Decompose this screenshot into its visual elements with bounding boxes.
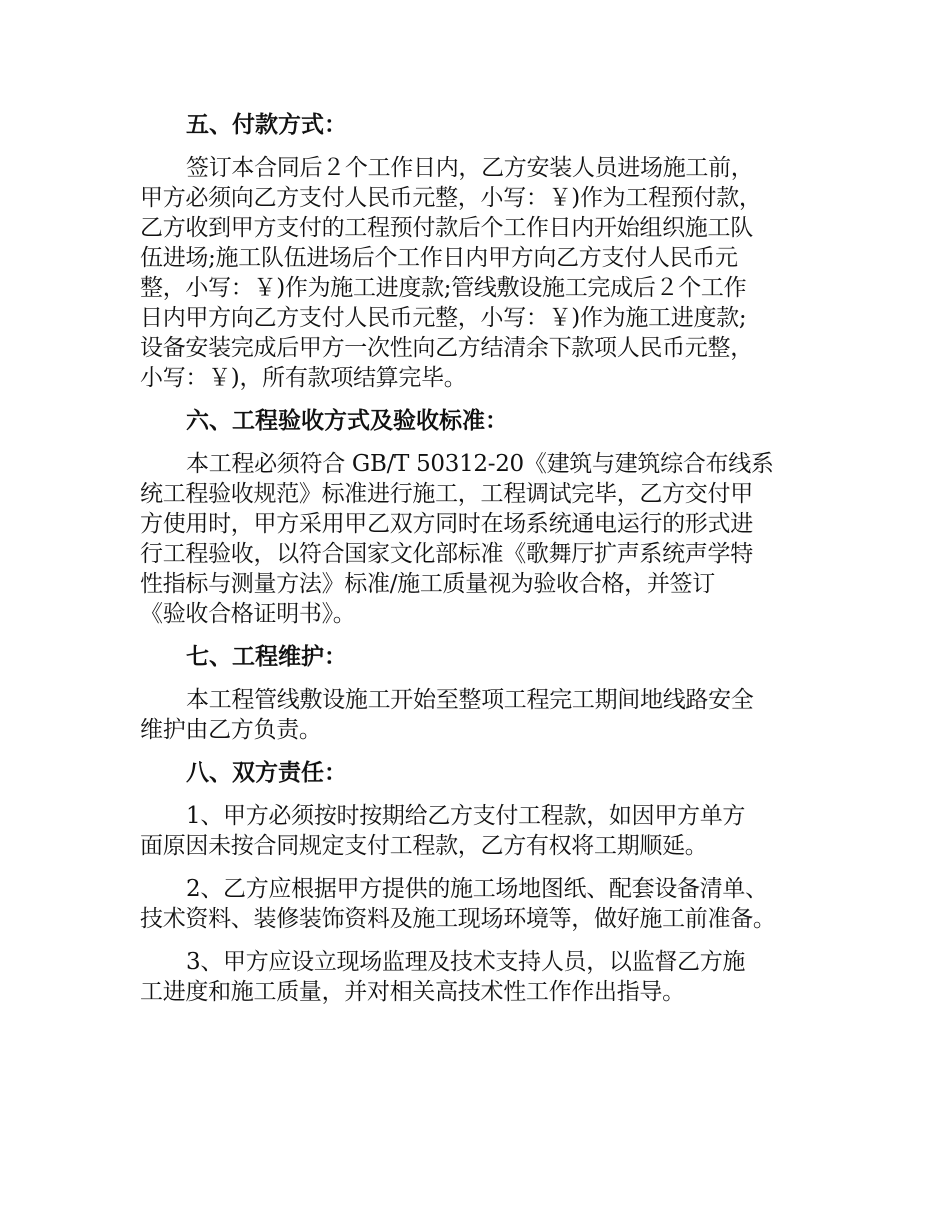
text-line: 行工程验收，以符合国家文化部标准《歌舞厅扩声系统声学特 (140, 541, 753, 567)
section-responsibilities (140, 758, 820, 1007)
section-heading: 五、付款方式： (186, 111, 347, 138)
text-line: 方使用时，甲方采用甲乙双方同时在场系统通电运行的形式进 (140, 511, 753, 537)
section-heading: 七、工程维护： (186, 643, 347, 670)
section-acceptance-standard (140, 406, 820, 629)
text-line: 3、甲方应设立现场监理及技术支持人员，以监督乙方施 (186, 949, 746, 975)
paragraph (140, 947, 820, 1007)
text-line: 统工程验收规范》标准进行施工，工程调试完毕，乙方交付甲 (140, 481, 753, 507)
text-line: 技术资料、装修装饰资料及施工现场环境等，做好施工前准备。 (140, 906, 776, 932)
text-line: 工进度和施工质量，并对相关高技术性工作作出指导。 (140, 979, 685, 1005)
text-line: 维护由乙方负责。 (140, 717, 322, 743)
section-payment-method (140, 110, 820, 393)
paragraph (140, 874, 820, 934)
text-line: 面原因未按合同规定支付工程款，乙方有权将工期顺延。 (140, 833, 708, 859)
section-heading: 六、工程验收方式及验收标准： (186, 407, 508, 434)
text-line: 性指标与测量方法》标准/施工质量视为验收合格，并签订 (140, 571, 715, 597)
text-line: 甲方必须向乙方支付人民币元整，小写：￥)作为工程预付款， (140, 185, 762, 211)
section-maintenance (140, 642, 820, 745)
text-line: 本工程必须符合 GB/T 50312-20《建筑与建筑综合布线系 (186, 451, 774, 477)
text-line: 1、甲方必须按时按期给乙方支付工程款，如因甲方单方 (186, 803, 746, 829)
text-line: 2、乙方应根据甲方提供的施工场地图纸、配套设备清单、 (186, 876, 768, 902)
text-line: 整，小写：￥)作为施工进度款;管线敷设施工完成后２个工作 (140, 275, 747, 301)
section-heading: 八、双方责任： (186, 759, 347, 786)
text-line: 乙方收到甲方支付的工程预付款后个工作日内开始组织施工队 (140, 215, 753, 241)
text-line: 日内甲方向乙方支付人民币元整，小写：￥)作为施工进度款; (140, 305, 747, 331)
text-line: 伍进场;施工队伍进场后个工作日内甲方向乙方支付人民币元 (140, 245, 738, 271)
text-line: 本工程管线敷设施工开始至整项工程完工期间地线路安全 (186, 687, 754, 713)
text-line: 设备安装完成后甲方一次性向乙方结清余下款项人民币元整， (140, 335, 753, 361)
paragraph (140, 685, 820, 745)
paragraph (140, 801, 820, 861)
paragraph (140, 449, 820, 629)
text-line: 签订本合同后２个工作日内，乙方安装人员进场施工前， (186, 155, 754, 181)
text-line: 《验收合格证明书》。 (140, 601, 356, 627)
document-page (140, 110, 820, 1020)
paragraph (140, 153, 820, 393)
text-line: 小写：￥)，所有款项结算完毕。 (140, 365, 467, 391)
